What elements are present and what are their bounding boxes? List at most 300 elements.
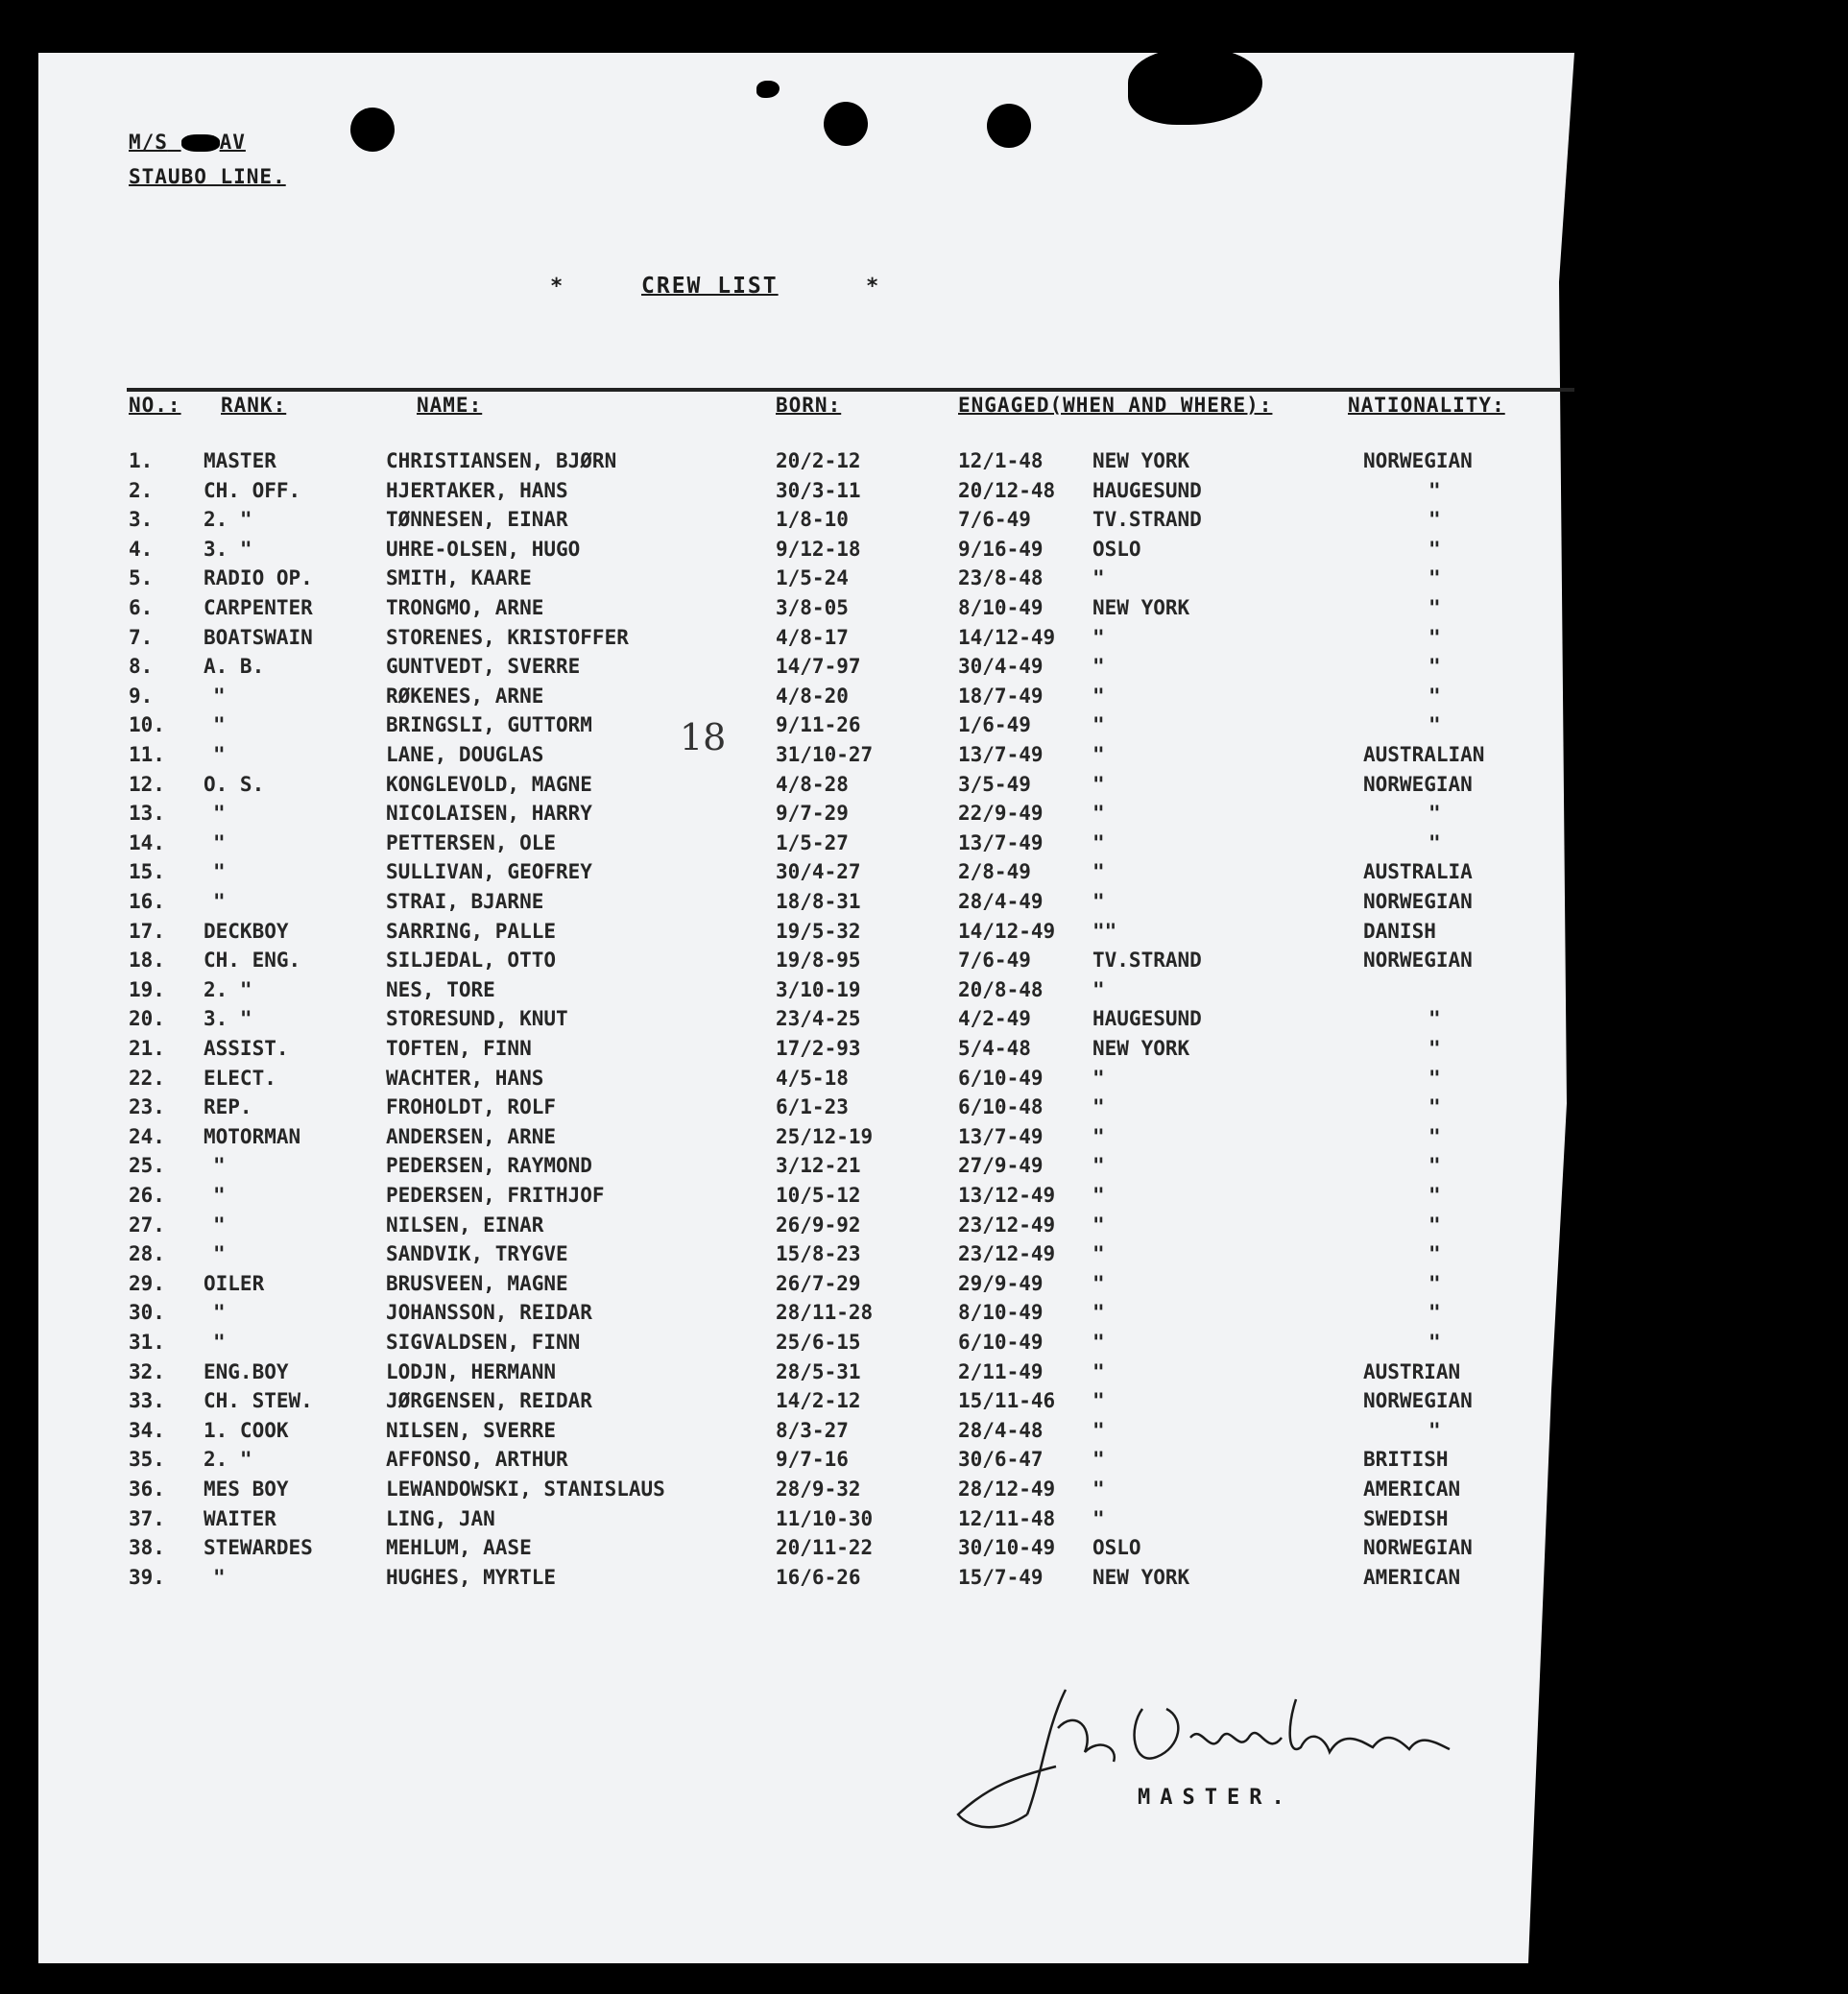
crew-name: TRONGMO, ARNE xyxy=(386,596,544,619)
engaged-date: 7/6-49 xyxy=(958,508,1031,532)
crew-rank: " xyxy=(213,1242,226,1266)
table-row xyxy=(0,538,1848,567)
crew-number: 17. xyxy=(129,919,165,943)
crew-number: 29. xyxy=(129,1271,165,1295)
crew-name: UHRE-OLSEN, HUGO xyxy=(386,537,581,561)
crew-number: 7. xyxy=(129,625,154,649)
crew-rank: ELECT. xyxy=(204,1066,276,1090)
crew-number: 33. xyxy=(129,1389,165,1413)
engaged-date: 28/4-49 xyxy=(958,890,1044,913)
crew-rank: RADIO OP. xyxy=(204,566,313,590)
crew-number: 18. xyxy=(129,949,165,973)
crew-name: ANDERSEN, ARNE xyxy=(386,1124,557,1148)
crew-rank: ENG.BOY xyxy=(204,1359,289,1383)
crew-rank: 3. " xyxy=(204,1007,252,1031)
crew-rank: BOATSWAIN xyxy=(204,625,313,649)
crew-nationality: NORWEGIAN xyxy=(1363,949,1473,973)
crew-nationality: " xyxy=(1428,1007,1441,1031)
table-row xyxy=(0,449,1848,479)
table-row xyxy=(0,949,1848,978)
engaged-date: 30/6-47 xyxy=(958,1448,1044,1472)
engaged-place: TV.STRAND xyxy=(1092,949,1202,973)
crew-number: 13. xyxy=(129,802,165,826)
crew-number: 20. xyxy=(129,1007,165,1031)
crew-nationality: " xyxy=(1428,1271,1441,1295)
crew-number: 32. xyxy=(129,1359,165,1383)
crew-rank: " xyxy=(213,1184,226,1207)
table-row xyxy=(0,1095,1848,1125)
engaged-place: " xyxy=(1092,977,1105,1001)
crew-rank: MOTORMAN xyxy=(204,1124,301,1148)
engaged-date: 30/10-49 xyxy=(958,1536,1056,1560)
table-row xyxy=(0,626,1848,656)
crew-nationality: " xyxy=(1428,1331,1441,1354)
engaged-place: " xyxy=(1092,1154,1105,1178)
crew-name: PETTERSEN, OLE xyxy=(386,830,557,854)
crew-name: RØKENES, ARNE xyxy=(386,684,544,708)
crew-number: 19. xyxy=(129,977,165,1001)
crew-number: 31. xyxy=(129,1331,165,1354)
table-row xyxy=(0,1477,1848,1507)
crew-name: SMITH, KAARE xyxy=(386,566,532,590)
engaged-date: 28/4-48 xyxy=(958,1418,1044,1442)
crew-rank: " xyxy=(213,1331,226,1354)
engaged-date: 6/10-49 xyxy=(958,1066,1044,1090)
crew-nationality: " xyxy=(1428,1418,1441,1442)
crew-name: LING, JAN xyxy=(386,1506,495,1530)
engaged-place: " xyxy=(1092,1213,1105,1237)
table-row xyxy=(0,978,1848,1008)
crew-nationality: " xyxy=(1428,537,1441,561)
crew-rank: CH. ENG. xyxy=(204,949,301,973)
crew-name: PEDERSEN, RAYMOND xyxy=(386,1154,592,1178)
handwritten-annotation: 18 xyxy=(680,716,727,758)
crew-nationality: " xyxy=(1428,802,1441,826)
engaged-date: 6/10-48 xyxy=(958,1095,1044,1119)
table-row xyxy=(0,1213,1848,1243)
table-row xyxy=(0,1067,1848,1096)
crew-rank: WAITER xyxy=(204,1506,276,1530)
crew-rank: " xyxy=(213,802,226,826)
crew-name: CHRISTIANSEN, BJØRN xyxy=(386,449,617,472)
crew-born: 30/3-11 xyxy=(776,478,861,502)
crew-number: 5. xyxy=(129,566,154,590)
table-row xyxy=(0,1007,1848,1037)
crew-name: NES, TORE xyxy=(386,977,495,1001)
engaged-place: NEW YORK xyxy=(1092,1037,1190,1060)
engaged-date: 2/8-49 xyxy=(958,860,1031,884)
table-row xyxy=(0,1184,1848,1213)
crew-rank: A. B. xyxy=(204,655,265,679)
crew-number: 10. xyxy=(129,713,165,737)
crew-number: 22. xyxy=(129,1066,165,1090)
engaged-date: 3/5-49 xyxy=(958,772,1031,796)
crew-name: STORENES, KRISTOFFER xyxy=(386,625,629,649)
crew-born: 4/8-20 xyxy=(776,684,849,708)
crew-born: 1/5-24 xyxy=(776,566,849,590)
crew-born: 8/3-27 xyxy=(776,1418,849,1442)
engaged-place: " xyxy=(1092,1301,1105,1325)
crew-rank: " xyxy=(213,684,226,708)
crew-number: 25. xyxy=(129,1154,165,1178)
col-rank-header: RANK: xyxy=(221,394,287,417)
engaged-date: 7/6-49 xyxy=(958,949,1031,973)
crew-number: 3. xyxy=(129,508,154,532)
engaged-place: OSLO xyxy=(1092,537,1141,561)
table-row xyxy=(0,713,1848,743)
crew-nationality: " xyxy=(1428,478,1441,502)
crew-born: 28/5-31 xyxy=(776,1359,861,1383)
crew-rank: " xyxy=(213,1301,226,1325)
engaged-place: " xyxy=(1092,1242,1105,1266)
crew-born: 4/8-28 xyxy=(776,772,849,796)
crew-name: PEDERSEN, FRITHJOF xyxy=(386,1184,605,1207)
table-row xyxy=(0,685,1848,714)
engaged-place: " xyxy=(1092,802,1105,826)
crew-nationality: DANISH xyxy=(1363,919,1436,943)
crew-nationality: " xyxy=(1428,684,1441,708)
crew-born: 23/4-25 xyxy=(776,1007,861,1031)
crew-rank: " xyxy=(213,1565,226,1589)
crew-number: 8. xyxy=(129,655,154,679)
crew-rank: CARPENTER xyxy=(204,596,313,619)
crew-rank: DECKBOY xyxy=(204,919,289,943)
crew-nationality: NORWEGIAN xyxy=(1363,890,1473,913)
engaged-date: 12/1-48 xyxy=(958,449,1044,472)
crew-rank: REP. xyxy=(204,1095,252,1119)
crew-born: 3/8-05 xyxy=(776,596,849,619)
crew-number: 27. xyxy=(129,1213,165,1237)
crew-rank: 2. " xyxy=(204,1448,252,1472)
shipping-line: STAUBO LINE. xyxy=(129,165,286,188)
table-row xyxy=(0,1037,1848,1067)
crew-nationality: " xyxy=(1428,1095,1441,1119)
table-row xyxy=(0,890,1848,920)
engaged-place: " xyxy=(1092,830,1105,854)
crew-name: GUNTVEDT, SVERRE xyxy=(386,655,581,679)
crew-name: KONGLEVOLD, MAGNE xyxy=(386,772,592,796)
crew-number: 38. xyxy=(129,1536,165,1560)
table-row xyxy=(0,1360,1848,1390)
crew-name: STRAI, BJARNE xyxy=(386,890,544,913)
crew-name: HJERTAKER, HANS xyxy=(386,478,568,502)
engaged-place: " xyxy=(1092,1066,1105,1090)
crew-number: 34. xyxy=(129,1418,165,1442)
crew-born: 4/5-18 xyxy=(776,1066,849,1090)
engaged-date: 30/4-49 xyxy=(958,655,1044,679)
crew-name: SILJEDAL, OTTO xyxy=(386,949,557,973)
crew-nationality: AUSTRIAN xyxy=(1363,1359,1461,1383)
engaged-place: " xyxy=(1092,1448,1105,1472)
engaged-place: HAUGESUND xyxy=(1092,1007,1202,1031)
crew-nationality: " xyxy=(1428,596,1441,619)
crew-rank: " xyxy=(213,743,226,766)
crew-number: 1. xyxy=(129,449,154,472)
crew-born: 25/12-19 xyxy=(776,1124,874,1148)
table-row xyxy=(0,1536,1848,1566)
crew-born: 26/9-92 xyxy=(776,1213,861,1237)
crew-name: SANDVIK, TRYGVE xyxy=(386,1242,568,1266)
crew-born: 6/1-23 xyxy=(776,1095,849,1119)
engaged-place: " xyxy=(1092,772,1105,796)
crew-rank: " xyxy=(213,1213,226,1237)
engaged-date: 8/10-49 xyxy=(958,596,1044,619)
engaged-date: 23/12-49 xyxy=(958,1213,1056,1237)
crew-name: SIGVALDSEN, FINN xyxy=(386,1331,581,1354)
crew-nationality: " xyxy=(1428,655,1441,679)
crew-rank: CH. STEW. xyxy=(204,1389,313,1413)
engaged-place: " xyxy=(1092,1418,1105,1442)
crew-name: HUGHES, MYRTLE xyxy=(386,1565,557,1589)
col-no-header: NO.: xyxy=(129,394,181,417)
crew-born: 25/6-15 xyxy=(776,1331,861,1354)
crew-number: 15. xyxy=(129,860,165,884)
crew-born: 3/10-19 xyxy=(776,977,861,1001)
crew-number: 35. xyxy=(129,1448,165,1472)
crew-born: 18/8-31 xyxy=(776,890,861,913)
crew-nationality: NORWEGIAN xyxy=(1363,1536,1473,1560)
table-row xyxy=(0,1242,1848,1272)
crew-nationality: " xyxy=(1428,1184,1441,1207)
crew-nationality: " xyxy=(1428,1066,1441,1090)
crew-nationality: AMERICAN xyxy=(1363,1565,1461,1589)
crew-born: 20/11-22 xyxy=(776,1536,874,1560)
crew-nationality: NORWEGIAN xyxy=(1363,772,1473,796)
crew-number: 24. xyxy=(129,1124,165,1148)
crew-number: 6. xyxy=(129,596,154,619)
engaged-place: " xyxy=(1092,743,1105,766)
page-title: CREW LIST xyxy=(641,274,779,299)
crew-born: 1/8-10 xyxy=(776,508,849,532)
crew-name: NILSEN, SVERRE xyxy=(386,1418,557,1442)
engaged-date: 23/12-49 xyxy=(958,1242,1056,1266)
crew-born: 15/8-23 xyxy=(776,1242,861,1266)
table-row xyxy=(0,860,1848,890)
crew-born: 4/8-17 xyxy=(776,625,849,649)
engaged-place: " xyxy=(1092,1506,1105,1530)
engaged-date: 18/7-49 xyxy=(958,684,1044,708)
engaged-place: " xyxy=(1092,566,1105,590)
engaged-place: NEW YORK xyxy=(1092,1565,1190,1589)
crew-nationality: " xyxy=(1428,1124,1441,1148)
engaged-date: 12/11-48 xyxy=(958,1506,1056,1530)
crew-rank: " xyxy=(213,860,226,884)
table-row xyxy=(0,1301,1848,1331)
crew-name: JOHANSSON, REIDAR xyxy=(386,1301,592,1325)
crew-born: 14/7-97 xyxy=(776,655,861,679)
crew-born: 26/7-29 xyxy=(776,1271,861,1295)
crew-rank: OILER xyxy=(204,1271,265,1295)
crew-born: 31/10-27 xyxy=(776,743,874,766)
engaged-date: 13/7-49 xyxy=(958,743,1044,766)
crew-rank: 2. " xyxy=(204,977,252,1001)
punch-hole xyxy=(350,108,395,152)
crew-born: 28/11-28 xyxy=(776,1301,874,1325)
table-row xyxy=(0,802,1848,831)
engaged-date: 23/8-48 xyxy=(958,566,1044,590)
engaged-place: " xyxy=(1092,1359,1105,1383)
title-mark: * xyxy=(866,275,879,299)
col-born-header: BORN: xyxy=(776,394,842,417)
engaged-date: 15/7-49 xyxy=(958,1565,1044,1589)
crew-born: 14/2-12 xyxy=(776,1389,861,1413)
crew-nationality: BRITISH xyxy=(1363,1448,1449,1472)
col-engaged-header: ENGAGED(WHEN AND WHERE): xyxy=(958,394,1273,417)
crew-number: 14. xyxy=(129,830,165,854)
crew-rank: " xyxy=(213,890,226,913)
crew-rank: MES BOY xyxy=(204,1477,289,1501)
table-row xyxy=(0,1448,1848,1477)
engaged-date: 2/11-49 xyxy=(958,1359,1044,1383)
crew-name: AFFONSO, ARTHUR xyxy=(386,1448,568,1472)
engaged-place: " xyxy=(1092,713,1105,737)
table-row xyxy=(0,1154,1848,1184)
engaged-place: " xyxy=(1092,1095,1105,1119)
table-row xyxy=(0,1419,1848,1449)
table-row xyxy=(0,743,1848,773)
crew-nationality: " xyxy=(1428,1037,1441,1060)
crew-number: 16. xyxy=(129,890,165,913)
crew-number: 2. xyxy=(129,478,154,502)
crew-name: BRINGSLI, GUTTORM xyxy=(386,713,592,737)
crew-born: 19/5-32 xyxy=(776,919,861,943)
signature-title: MASTER. xyxy=(1138,1786,1294,1810)
table-row xyxy=(0,1566,1848,1596)
crew-nationality: " xyxy=(1428,508,1441,532)
crew-nationality: " xyxy=(1428,625,1441,649)
crew-name: JØRGENSEN, REIDAR xyxy=(386,1389,592,1413)
crew-born: 1/5-27 xyxy=(776,830,849,854)
crew-number: 36. xyxy=(129,1477,165,1501)
crew-nationality: NORWEGIAN xyxy=(1363,449,1473,472)
crew-born: 30/4-27 xyxy=(776,860,861,884)
crew-number: 26. xyxy=(129,1184,165,1207)
crew-number: 39. xyxy=(129,1565,165,1589)
engaged-place: " xyxy=(1092,890,1105,913)
table-row xyxy=(0,1272,1848,1302)
table-row xyxy=(0,920,1848,949)
engaged-place: " xyxy=(1092,860,1105,884)
crew-number: 4. xyxy=(129,537,154,561)
crew-rank: ASSIST. xyxy=(204,1037,289,1060)
crew-rank: 2. " xyxy=(204,508,252,532)
crew-nationality: NORWEGIAN xyxy=(1363,1389,1473,1413)
crew-nationality: " xyxy=(1428,830,1441,854)
engaged-place: " xyxy=(1092,1477,1105,1501)
engaged-place: " xyxy=(1092,1331,1105,1354)
engaged-place: TV.STRAND xyxy=(1092,508,1202,532)
crew-nationality: " xyxy=(1428,566,1441,590)
crew-born: 19/8-95 xyxy=(776,949,861,973)
crew-name: TØNNESEN, EINAR xyxy=(386,508,568,532)
crew-number: 9. xyxy=(129,684,154,708)
crew-born: 11/10-30 xyxy=(776,1506,874,1530)
crew-rank: 3. " xyxy=(204,537,252,561)
engaged-place: " xyxy=(1092,1124,1105,1148)
crew-born: 9/11-26 xyxy=(776,713,861,737)
punch-hole xyxy=(987,104,1031,148)
signature xyxy=(950,1670,1488,1843)
engaged-date: 14/12-49 xyxy=(958,625,1056,649)
crew-number: 23. xyxy=(129,1095,165,1119)
engaged-date: 5/4-48 xyxy=(958,1037,1031,1060)
crew-name: SULLIVAN, GEOFREY xyxy=(386,860,592,884)
crew-name: NILSEN, EINAR xyxy=(386,1213,544,1237)
engaged-date: 22/9-49 xyxy=(958,802,1044,826)
engaged-date: 20/8-48 xyxy=(958,977,1044,1001)
table-row xyxy=(0,566,1848,596)
crew-name: BRUSVEEN, MAGNE xyxy=(386,1271,568,1295)
crew-name: FROHOLDT, ROLF xyxy=(386,1095,557,1119)
engaged-place: "" xyxy=(1092,919,1117,943)
crew-nationality: " xyxy=(1428,1154,1441,1178)
engaged-date: 6/10-49 xyxy=(958,1331,1044,1354)
engaged-place: " xyxy=(1092,684,1105,708)
crew-name: NICOLAISEN, HARRY xyxy=(386,802,592,826)
engaged-place: HAUGESUND xyxy=(1092,478,1202,502)
crew-rank: MASTER xyxy=(204,449,276,472)
engaged-date: 13/7-49 xyxy=(958,830,1044,854)
crew-nationality: AMERICAN xyxy=(1363,1477,1461,1501)
engaged-date: 29/9-49 xyxy=(958,1271,1044,1295)
crew-rank: " xyxy=(213,830,226,854)
crew-born: 9/12-18 xyxy=(776,537,861,561)
crew-number: 30. xyxy=(129,1301,165,1325)
table-row xyxy=(0,1389,1848,1419)
crew-born: 9/7-16 xyxy=(776,1448,849,1472)
engaged-place: NEW YORK xyxy=(1092,449,1190,472)
crew-rank: CH. OFF. xyxy=(204,478,301,502)
engaged-date: 13/12-49 xyxy=(958,1184,1056,1207)
engaged-place: " xyxy=(1092,655,1105,679)
table-row xyxy=(0,831,1848,861)
crew-name: LANE, DOUGLAS xyxy=(386,743,544,766)
crew-rank: " xyxy=(213,1154,226,1178)
crew-number: 12. xyxy=(129,772,165,796)
engaged-date: 20/12-48 xyxy=(958,478,1056,502)
crew-nationality: " xyxy=(1428,1213,1441,1237)
header-rule xyxy=(127,388,1574,392)
crew-number: 21. xyxy=(129,1037,165,1060)
table-row xyxy=(0,1507,1848,1537)
engaged-date: 28/12-49 xyxy=(958,1477,1056,1501)
crew-nationality: " xyxy=(1428,1242,1441,1266)
crew-name: WACHTER, HANS xyxy=(386,1066,544,1090)
crew-born: 17/2-93 xyxy=(776,1037,861,1060)
engaged-date: 13/7-49 xyxy=(958,1124,1044,1148)
table-row xyxy=(0,1125,1848,1155)
engaged-date: 27/9-49 xyxy=(958,1154,1044,1178)
table-row xyxy=(0,479,1848,509)
crew-name: LODJN, HERMANN xyxy=(386,1359,557,1383)
col-name-header: NAME: xyxy=(417,394,483,417)
crew-rank: O. S. xyxy=(204,772,265,796)
crew-nationality: " xyxy=(1428,713,1441,737)
crew-name: LEWANDOWSKI, STANISLAUS xyxy=(386,1477,665,1501)
crew-number: 28. xyxy=(129,1242,165,1266)
crew-rank: " xyxy=(213,713,226,737)
engaged-place: " xyxy=(1092,1184,1105,1207)
engaged-date: 15/11-46 xyxy=(958,1389,1056,1413)
crew-nationality: SWEDISH xyxy=(1363,1506,1449,1530)
engaged-date: 1/6-49 xyxy=(958,713,1031,737)
engaged-date: 14/12-49 xyxy=(958,919,1056,943)
crew-name: TOFTEN, FINN xyxy=(386,1037,532,1060)
col-nationality-header: NATIONALITY: xyxy=(1348,394,1505,417)
crew-nationality: AUSTRALIAN xyxy=(1363,743,1485,766)
crew-born: 10/5-12 xyxy=(776,1184,861,1207)
table-row xyxy=(0,596,1848,626)
